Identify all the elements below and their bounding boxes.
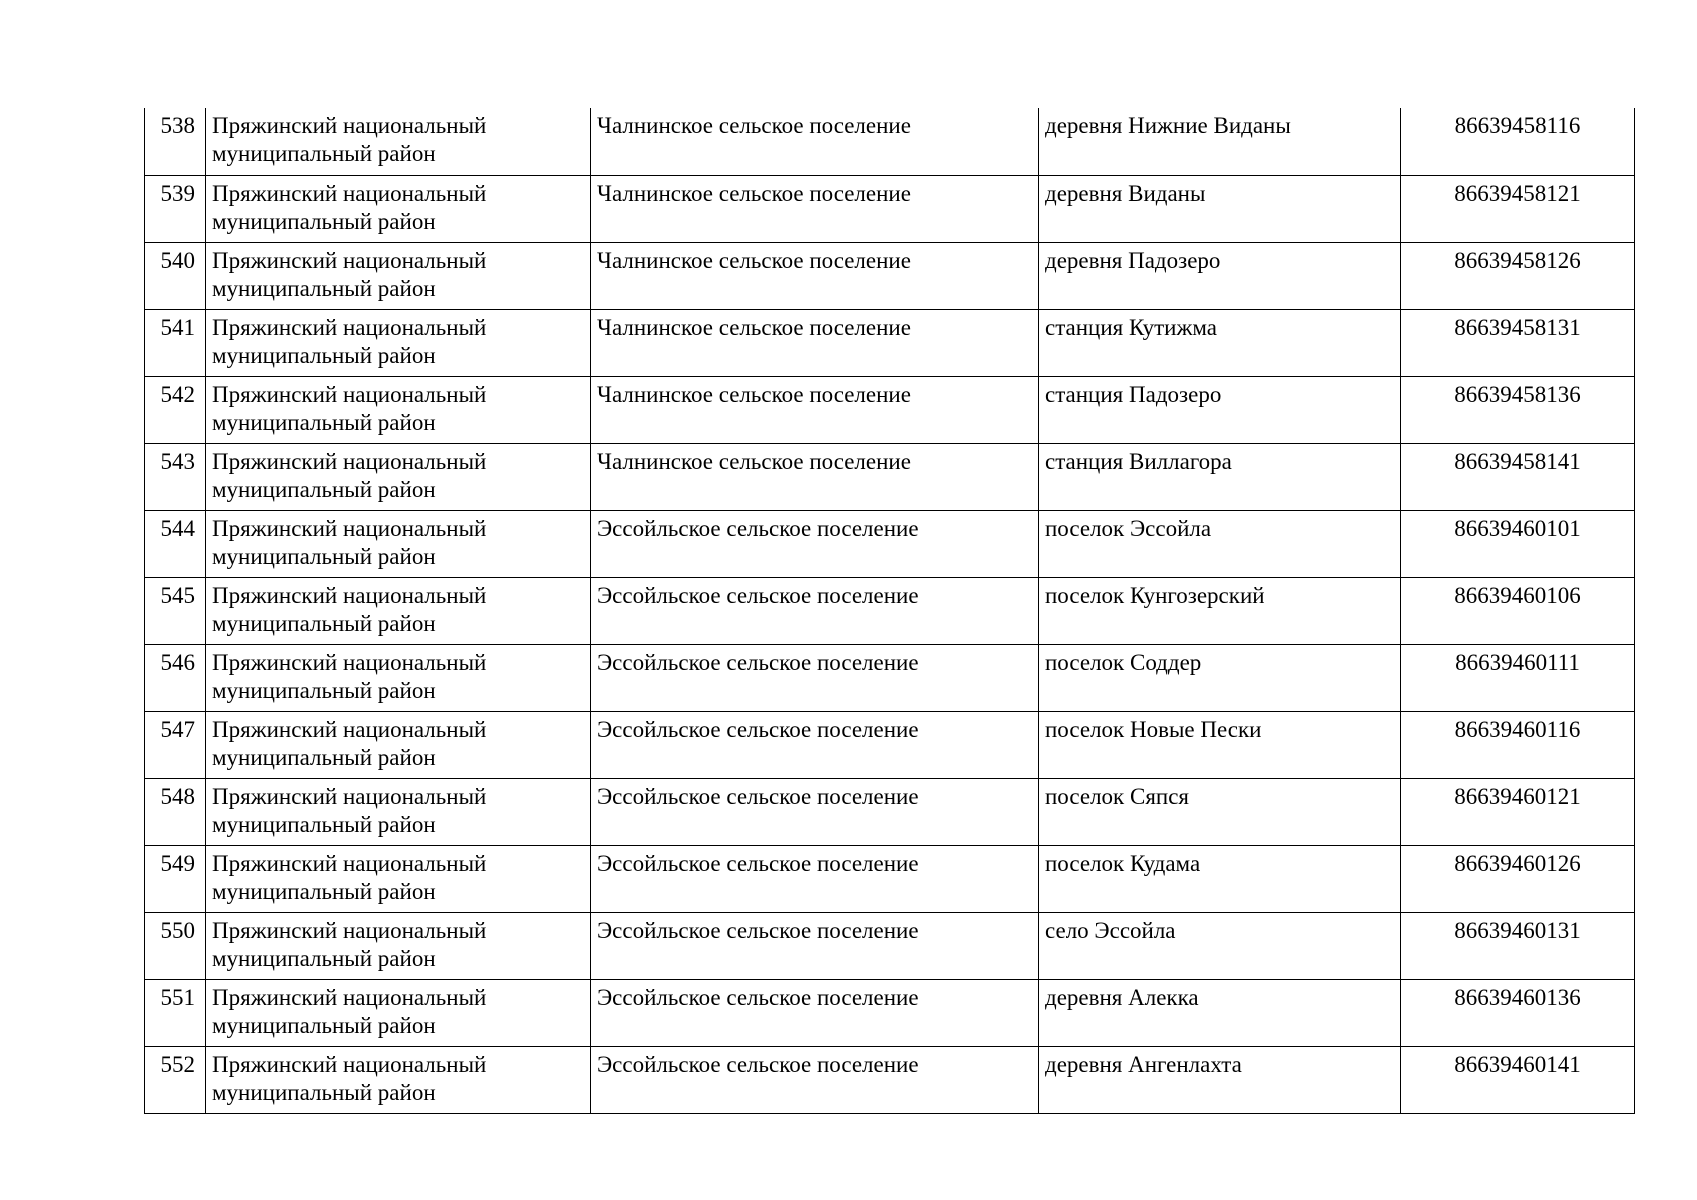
oktmo-code-cell: 86639458126 bbox=[1401, 242, 1635, 309]
district-line-1: Пряжинский национальный bbox=[212, 984, 487, 1010]
district-line-2: муниципальный район bbox=[212, 543, 436, 569]
row-number: 552 bbox=[145, 1046, 206, 1113]
district-cell bbox=[206, 443, 591, 510]
district-line-2: муниципальный район bbox=[212, 141, 436, 166]
settlement-cell: Чалнинское сельское поселение bbox=[591, 108, 1039, 175]
row-number: 551 bbox=[145, 979, 206, 1046]
locality-cell: поселок Кудама bbox=[1039, 845, 1401, 912]
locality-cell: поселок Сяпся bbox=[1039, 778, 1401, 845]
district-line-2: муниципальный район bbox=[212, 878, 436, 904]
row-number: 546 bbox=[145, 644, 206, 711]
row-number: 548 bbox=[145, 778, 206, 845]
table-row bbox=[145, 108, 1635, 175]
table-row bbox=[145, 175, 1635, 242]
locality-cell: деревня Алекка bbox=[1039, 979, 1401, 1046]
locality-cell: поселок Эссойла bbox=[1039, 510, 1401, 577]
district-line-2: муниципальный район bbox=[212, 610, 436, 636]
table-row bbox=[145, 577, 1635, 644]
district-line-1: Пряжинский национальный bbox=[212, 716, 487, 742]
district-line-2: муниципальный район bbox=[212, 342, 436, 368]
locality-cell: деревня Виданы bbox=[1039, 175, 1401, 242]
settlement-cell: Эссойльское сельское поселение bbox=[591, 979, 1039, 1046]
settlement-cell: Эссойльское сельское поселение bbox=[591, 644, 1039, 711]
oktmo-code-cell: 86639460126 bbox=[1401, 845, 1635, 912]
district-cell bbox=[206, 309, 591, 376]
table-row bbox=[145, 912, 1635, 979]
settlement-cell: Эссойльское сельское поселение bbox=[591, 845, 1039, 912]
settlement-cell: Эссойльское сельское поселение bbox=[591, 1046, 1039, 1113]
table-row bbox=[145, 510, 1635, 577]
settlement-cell: Чалнинское сельское поселение bbox=[591, 309, 1039, 376]
district-line-1: Пряжинский национальный bbox=[212, 582, 487, 608]
district-line-1: Пряжинский национальный bbox=[212, 783, 487, 809]
district-line-2: муниципальный район bbox=[212, 1079, 436, 1105]
oktmo-code-cell: 86639460116 bbox=[1401, 711, 1635, 778]
district-line-2: муниципальный район bbox=[212, 476, 436, 502]
district-line-2: муниципальный район bbox=[212, 1012, 436, 1038]
row-number: 544 bbox=[145, 510, 206, 577]
locality-cell: поселок Кунгозерский bbox=[1039, 577, 1401, 644]
district-line-2: муниципальный район bbox=[212, 811, 436, 837]
oktmo-code-cell: 86639458131 bbox=[1401, 309, 1635, 376]
locality-cell: деревня Нижние Виданы bbox=[1039, 108, 1401, 175]
district-line-2: муниципальный район bbox=[212, 677, 436, 703]
oktmo-code-cell: 86639460111 bbox=[1401, 644, 1635, 711]
table-row bbox=[145, 778, 1635, 845]
district-line-1: Пряжинский национальный bbox=[212, 247, 487, 273]
district-line-1: Пряжинский национальный bbox=[212, 1051, 487, 1077]
district-cell bbox=[206, 912, 591, 979]
table-row bbox=[145, 443, 1635, 510]
district-line-1: Пряжинский национальный bbox=[212, 917, 487, 943]
oktmo-code-cell: 86639460131 bbox=[1401, 912, 1635, 979]
row-number: 538 bbox=[145, 108, 206, 175]
oktmo-code-cell: 86639458116 bbox=[1401, 108, 1635, 175]
district-cell bbox=[206, 108, 591, 175]
locality-cell: поселок Соддер bbox=[1039, 644, 1401, 711]
district-line-2: муниципальный район bbox=[212, 744, 436, 770]
table-row bbox=[145, 644, 1635, 711]
settlement-cell: Эссойльское сельское поселение bbox=[591, 711, 1039, 778]
district-cell bbox=[206, 778, 591, 845]
table-row bbox=[145, 1046, 1635, 1113]
settlement-cell: Эссойльское сельское поселение bbox=[591, 912, 1039, 979]
row-number: 539 bbox=[145, 175, 206, 242]
table-row bbox=[145, 242, 1635, 309]
district-cell bbox=[206, 1046, 591, 1113]
district-line-1: Пряжинский национальный bbox=[212, 515, 487, 541]
district-line-1: Пряжинский национальный bbox=[212, 850, 487, 876]
district-line-1: Пряжинский национальный bbox=[212, 314, 487, 340]
district-line-1: Пряжинский национальный bbox=[212, 649, 487, 675]
oktmo-code-cell: 86639458136 bbox=[1401, 376, 1635, 443]
locality-cell: село Эссойла bbox=[1039, 912, 1401, 979]
district-line-2: муниципальный район bbox=[212, 275, 436, 301]
locality-cell: деревня Ангенлахта bbox=[1039, 1046, 1401, 1113]
row-number: 550 bbox=[145, 912, 206, 979]
district-cell bbox=[206, 711, 591, 778]
settlements-table bbox=[144, 108, 1635, 1114]
settlement-cell: Чалнинское сельское поселение bbox=[591, 376, 1039, 443]
row-number: 545 bbox=[145, 577, 206, 644]
row-number: 547 bbox=[145, 711, 206, 778]
district-line-1: Пряжинский национальный bbox=[212, 113, 487, 138]
oktmo-code-cell: 86639460121 bbox=[1401, 778, 1635, 845]
district-cell bbox=[206, 242, 591, 309]
oktmo-code-cell: 86639460101 bbox=[1401, 510, 1635, 577]
locality-cell: поселок Новые Пески bbox=[1039, 711, 1401, 778]
settlement-cell: Эссойльское сельское поселение bbox=[591, 510, 1039, 577]
settlement-cell: Эссойльское сельское поселение bbox=[591, 778, 1039, 845]
table-row bbox=[145, 711, 1635, 778]
district-line-2: муниципальный район bbox=[212, 208, 436, 234]
locality-cell: станция Падозеро bbox=[1039, 376, 1401, 443]
oktmo-code-cell: 86639458121 bbox=[1401, 175, 1635, 242]
oktmo-code-cell: 86639460136 bbox=[1401, 979, 1635, 1046]
settlement-cell: Эссойльское сельское поселение bbox=[591, 577, 1039, 644]
settlement-cell: Чалнинское сельское поселение bbox=[591, 242, 1039, 309]
district-cell bbox=[206, 979, 591, 1046]
row-number: 541 bbox=[145, 309, 206, 376]
table-row bbox=[145, 376, 1635, 443]
row-number: 540 bbox=[145, 242, 206, 309]
row-number: 542 bbox=[145, 376, 206, 443]
oktmo-code-cell: 86639460106 bbox=[1401, 577, 1635, 644]
settlement-cell: Чалнинское сельское поселение bbox=[591, 443, 1039, 510]
district-cell bbox=[206, 376, 591, 443]
district-cell bbox=[206, 577, 591, 644]
table-body bbox=[145, 108, 1635, 1113]
district-cell bbox=[206, 510, 591, 577]
table-row bbox=[145, 845, 1635, 912]
oktmo-code-cell: 86639458141 bbox=[1401, 443, 1635, 510]
district-line-1: Пряжинский национальный bbox=[212, 180, 487, 206]
district-cell bbox=[206, 644, 591, 711]
district-line-2: муниципальный район bbox=[212, 945, 436, 971]
row-number: 543 bbox=[145, 443, 206, 510]
locality-cell: деревня Падозеро bbox=[1039, 242, 1401, 309]
row-number: 549 bbox=[145, 845, 206, 912]
locality-cell: станция Виллагора bbox=[1039, 443, 1401, 510]
locality-cell: станция Кутижма bbox=[1039, 309, 1401, 376]
oktmo-code-cell: 86639460141 bbox=[1401, 1046, 1635, 1113]
table-row bbox=[145, 309, 1635, 376]
district-line-2: муниципальный район bbox=[212, 409, 436, 435]
district-line-1: Пряжинский национальный bbox=[212, 448, 487, 474]
district-cell bbox=[206, 175, 591, 242]
settlement-cell: Чалнинское сельское поселение bbox=[591, 175, 1039, 242]
table-row bbox=[145, 979, 1635, 1046]
district-line-1: Пряжинский национальный bbox=[212, 381, 487, 407]
district-cell bbox=[206, 845, 591, 912]
